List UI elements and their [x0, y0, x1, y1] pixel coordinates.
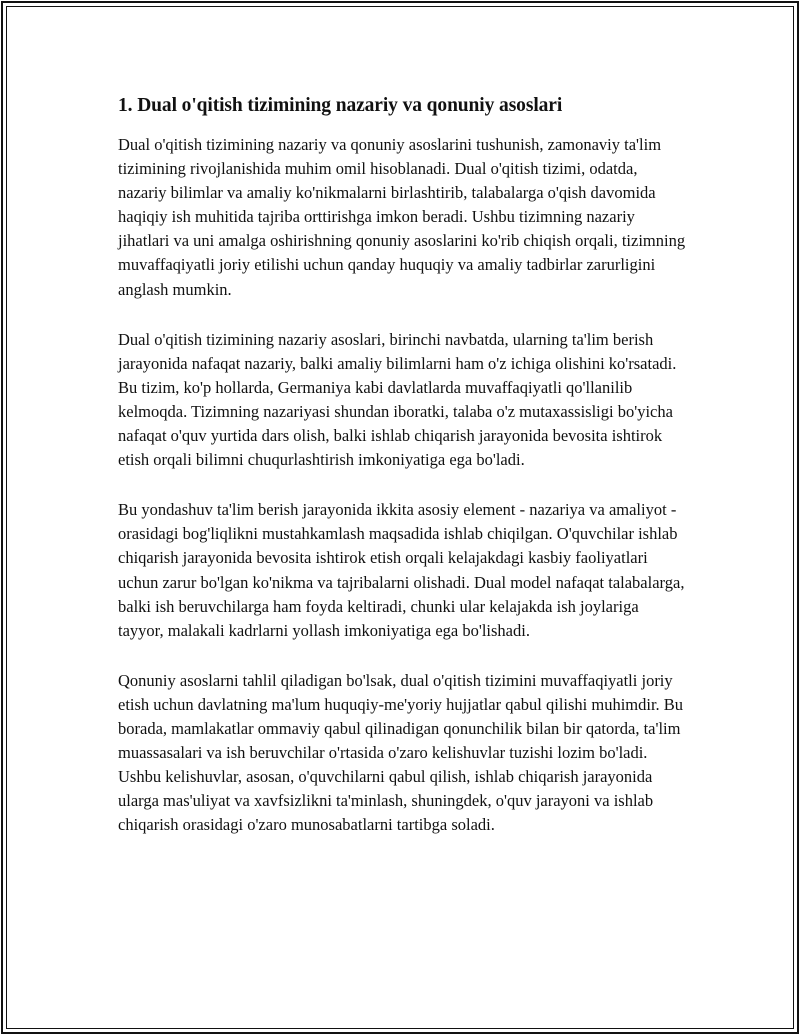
document-body	[118, 93, 688, 863]
paragraph-3: Bu yondashuv ta'lim berish jarayonida ikkita asosiy element - nazariya va amaliyot - orasidagi bog'liqlikni mustahkamlash maqsadida ishlab chiqilgan. O'quvchilar ishlab chiqarish jarayonida bevosita ishtirok etish orqali kelajakdagi kasbiy faoliyatlari uchun zarur bo'lgan ko'nikma va tajribalarni olishadi. Dual model nafaqat talabalarga, balki ish beruvchilarga ham foyda keltiradi, chunki ular kelajakda ish joylariga tayyor, malakali kadrlarni yollash imkoniyatiga ega bo'lishadi.	[118, 500, 685, 640]
section-heading: 1. Dual o'qitish tizimining nazariy va qonuniy asoslari	[118, 95, 563, 116]
paragraph-2: Dual o'qitish tizimining nazariy asoslari, birinchi navbatda, ularning ta'lim berish jarayonida nafaqat nazariy, balki amaliy bilimlarni ham o'z ichiga olishini ko'rsatadi. Bu tizim, ko'p hollarda, Germaniya kabi davlatlarda muvaffaqiyatli qo'llanilib kelmoqda. Tizimning nazariyasi shundan iboratki, talaba o'z mutaxassisligi bo'yicha nafaqat o'quv yurtida dars olish, balki ishlab chiqarish jarayonida bevosita ishtirok etish orqali bilimni chuqurlashtirish imkoniyatiga ega bo'ladi.	[118, 329, 677, 470]
paragraph-4: Qonuniy asoslarni tahlil qiladigan bo'lsak, dual o'qitish tizimini muvaffaqiyatli joriy etish uchun davlatning ma'lum huquqiy-me'yoriy hujjatlar qabul qilishi muhimdir. Bu borada, mamlakatlar ommaviy qabul qilinadigan qonunchilik bilan bir qatorda, ta'lim muassasalari va ish beruvchilar o'rtasida o'zaro kelishuvlar tuzishi lozim bo'ladi. Ushbu kelishuvlar, asosan, o'quvchilarni qabul qilish, ishlab chiqarish jarayonida ularga mas'uliyat va xavfsizlikni ta'minlash, shuningdek, o'quv jarayoni va ishlab chiqarish orasidagi o'zaro munosabatlarni tartibga soladi.	[118, 670, 684, 835]
paragraph-1: Dual o'qitish tizimining nazariy va qonuniy asoslarini tushunish, zamonaviy ta'lim tizimining rivojlanishida muhim omil hisoblanadi. Dual o'qitish tizimi, odatda, nazariy bilimlar va amaliy ko'nikmalarni birlashtirib, talabalarga o'qish davomida haqiqiy ish muhitida tajriba orttirishga imkon beradi. Ushbu tizimning nazariy jihatlari va uni amalga oshirishning qonuniy asoslarini ko'rib chiqish orqali, tizimning muvaffaqiyatli joriy etilishi uchun qanday huquqiy va amaliy tadbirlar zarurligini anglash mumkin.	[118, 135, 686, 299]
